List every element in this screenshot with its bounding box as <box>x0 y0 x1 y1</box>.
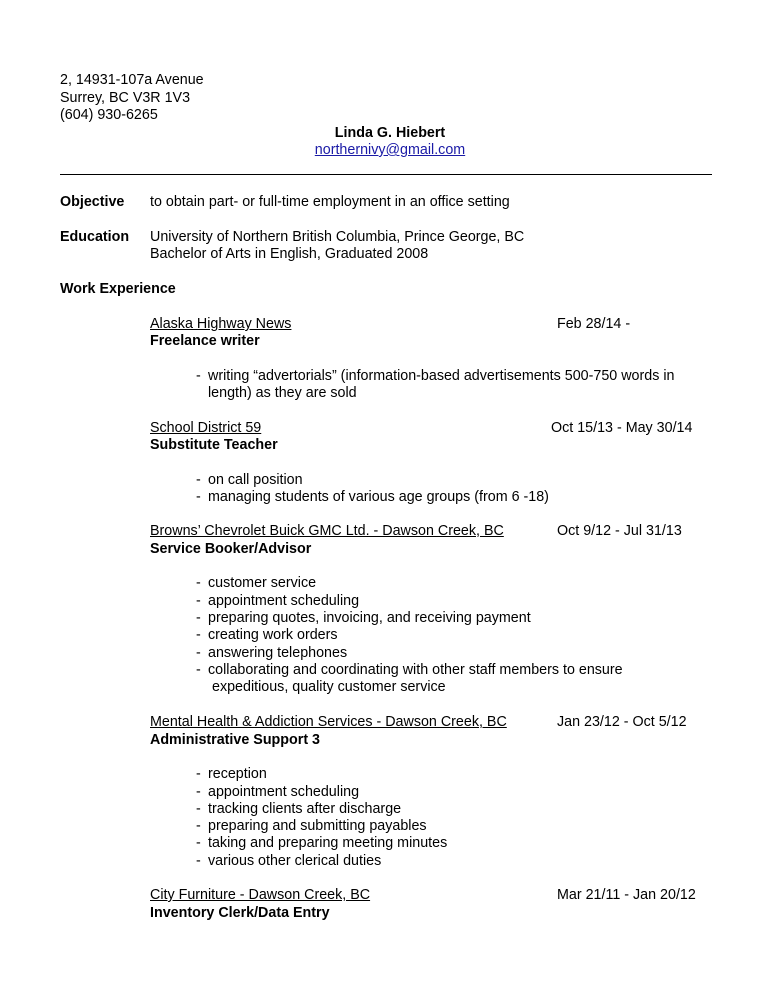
job-duty: - on call position <box>196 472 303 488</box>
job-duty: - answering telephones <box>196 645 348 661</box>
address-line-2: Surrey, BC V3R 1V3 <box>60 90 191 106</box>
job-title: Inventory Clerk/Data Entry <box>150 905 330 921</box>
job-dates: Feb 28/14 - <box>557 316 631 332</box>
header-divider <box>60 174 712 175</box>
education-label: Education <box>60 229 130 245</box>
job-duty-continuation: expeditious, quality customer service <box>212 679 446 695</box>
job-dates: Jan 23/12 - Oct 5/12 <box>557 714 687 730</box>
job-title: Service Booker/Advisor <box>150 541 312 557</box>
objective-label: Objective <box>60 194 125 210</box>
job-dates: Mar 21/11 - Jan 20/12 <box>557 887 696 903</box>
job-duty: - tracking clients after discharge <box>196 801 402 817</box>
job-duty: - reception <box>196 766 267 782</box>
job-employer: School District 59 <box>150 420 262 436</box>
job-employer: Alaska Highway News <box>150 316 292 332</box>
job-employer: Browns’ Chevrolet Buick GMC Ltd. - Dawson Creek, BC <box>150 523 504 539</box>
education-school: University of Northern British Columbia, Prince George, BC <box>150 229 525 245</box>
job-duty: - creating work orders <box>196 627 338 643</box>
job-employer: Mental Health & Addiction Services - Dawson Creek, BC <box>150 714 507 730</box>
job-duty-continuation: length) as they are sold <box>208 385 357 401</box>
job-title: Substitute Teacher <box>150 437 278 453</box>
job-employer: City Furniture - Dawson Creek, BC <box>150 887 371 903</box>
job-title: Administrative Support 3 <box>150 732 320 748</box>
education-degree: Bachelor of Arts in English, Graduated 2008 <box>150 246 429 262</box>
job-dates: Oct 15/13 - May 30/14 <box>551 420 693 436</box>
job-duty: - appointment scheduling <box>196 784 360 800</box>
phone-number: (604) 930-6265 <box>60 107 158 123</box>
job-title: Freelance writer <box>150 333 260 349</box>
job-duty: - appointment scheduling <box>196 593 360 609</box>
job-dates: Oct 9/12 - Jul 31/13 <box>557 523 682 539</box>
job-duty: - various other clerical duties <box>196 853 382 869</box>
job-duty: - taking and preparing meeting minutes <box>196 835 448 851</box>
address-line-1: 2, 14931-107a Avenue <box>60 72 204 88</box>
job-duty: - writing “advertorials” (information-based advertisements 500-750 words in <box>196 368 675 384</box>
candidate-name: Linda G. Hiebert <box>334 125 446 141</box>
job-duty: - managing students of various age groups (from 6 -18) <box>196 489 549 505</box>
email-link[interactable]: northernivy@gmail.com <box>314 142 466 158</box>
job-duty: - customer service <box>196 575 317 591</box>
objective-text: to obtain part- or full-time employment in an office setting <box>150 194 510 210</box>
job-duty: - preparing quotes, invoicing, and receiving payment <box>196 610 531 626</box>
job-duty: - collaborating and coordinating with other staff members to ensure <box>196 662 623 678</box>
work-experience-heading: Work Experience <box>60 281 176 297</box>
job-duty: - preparing and submitting payables <box>196 818 427 834</box>
